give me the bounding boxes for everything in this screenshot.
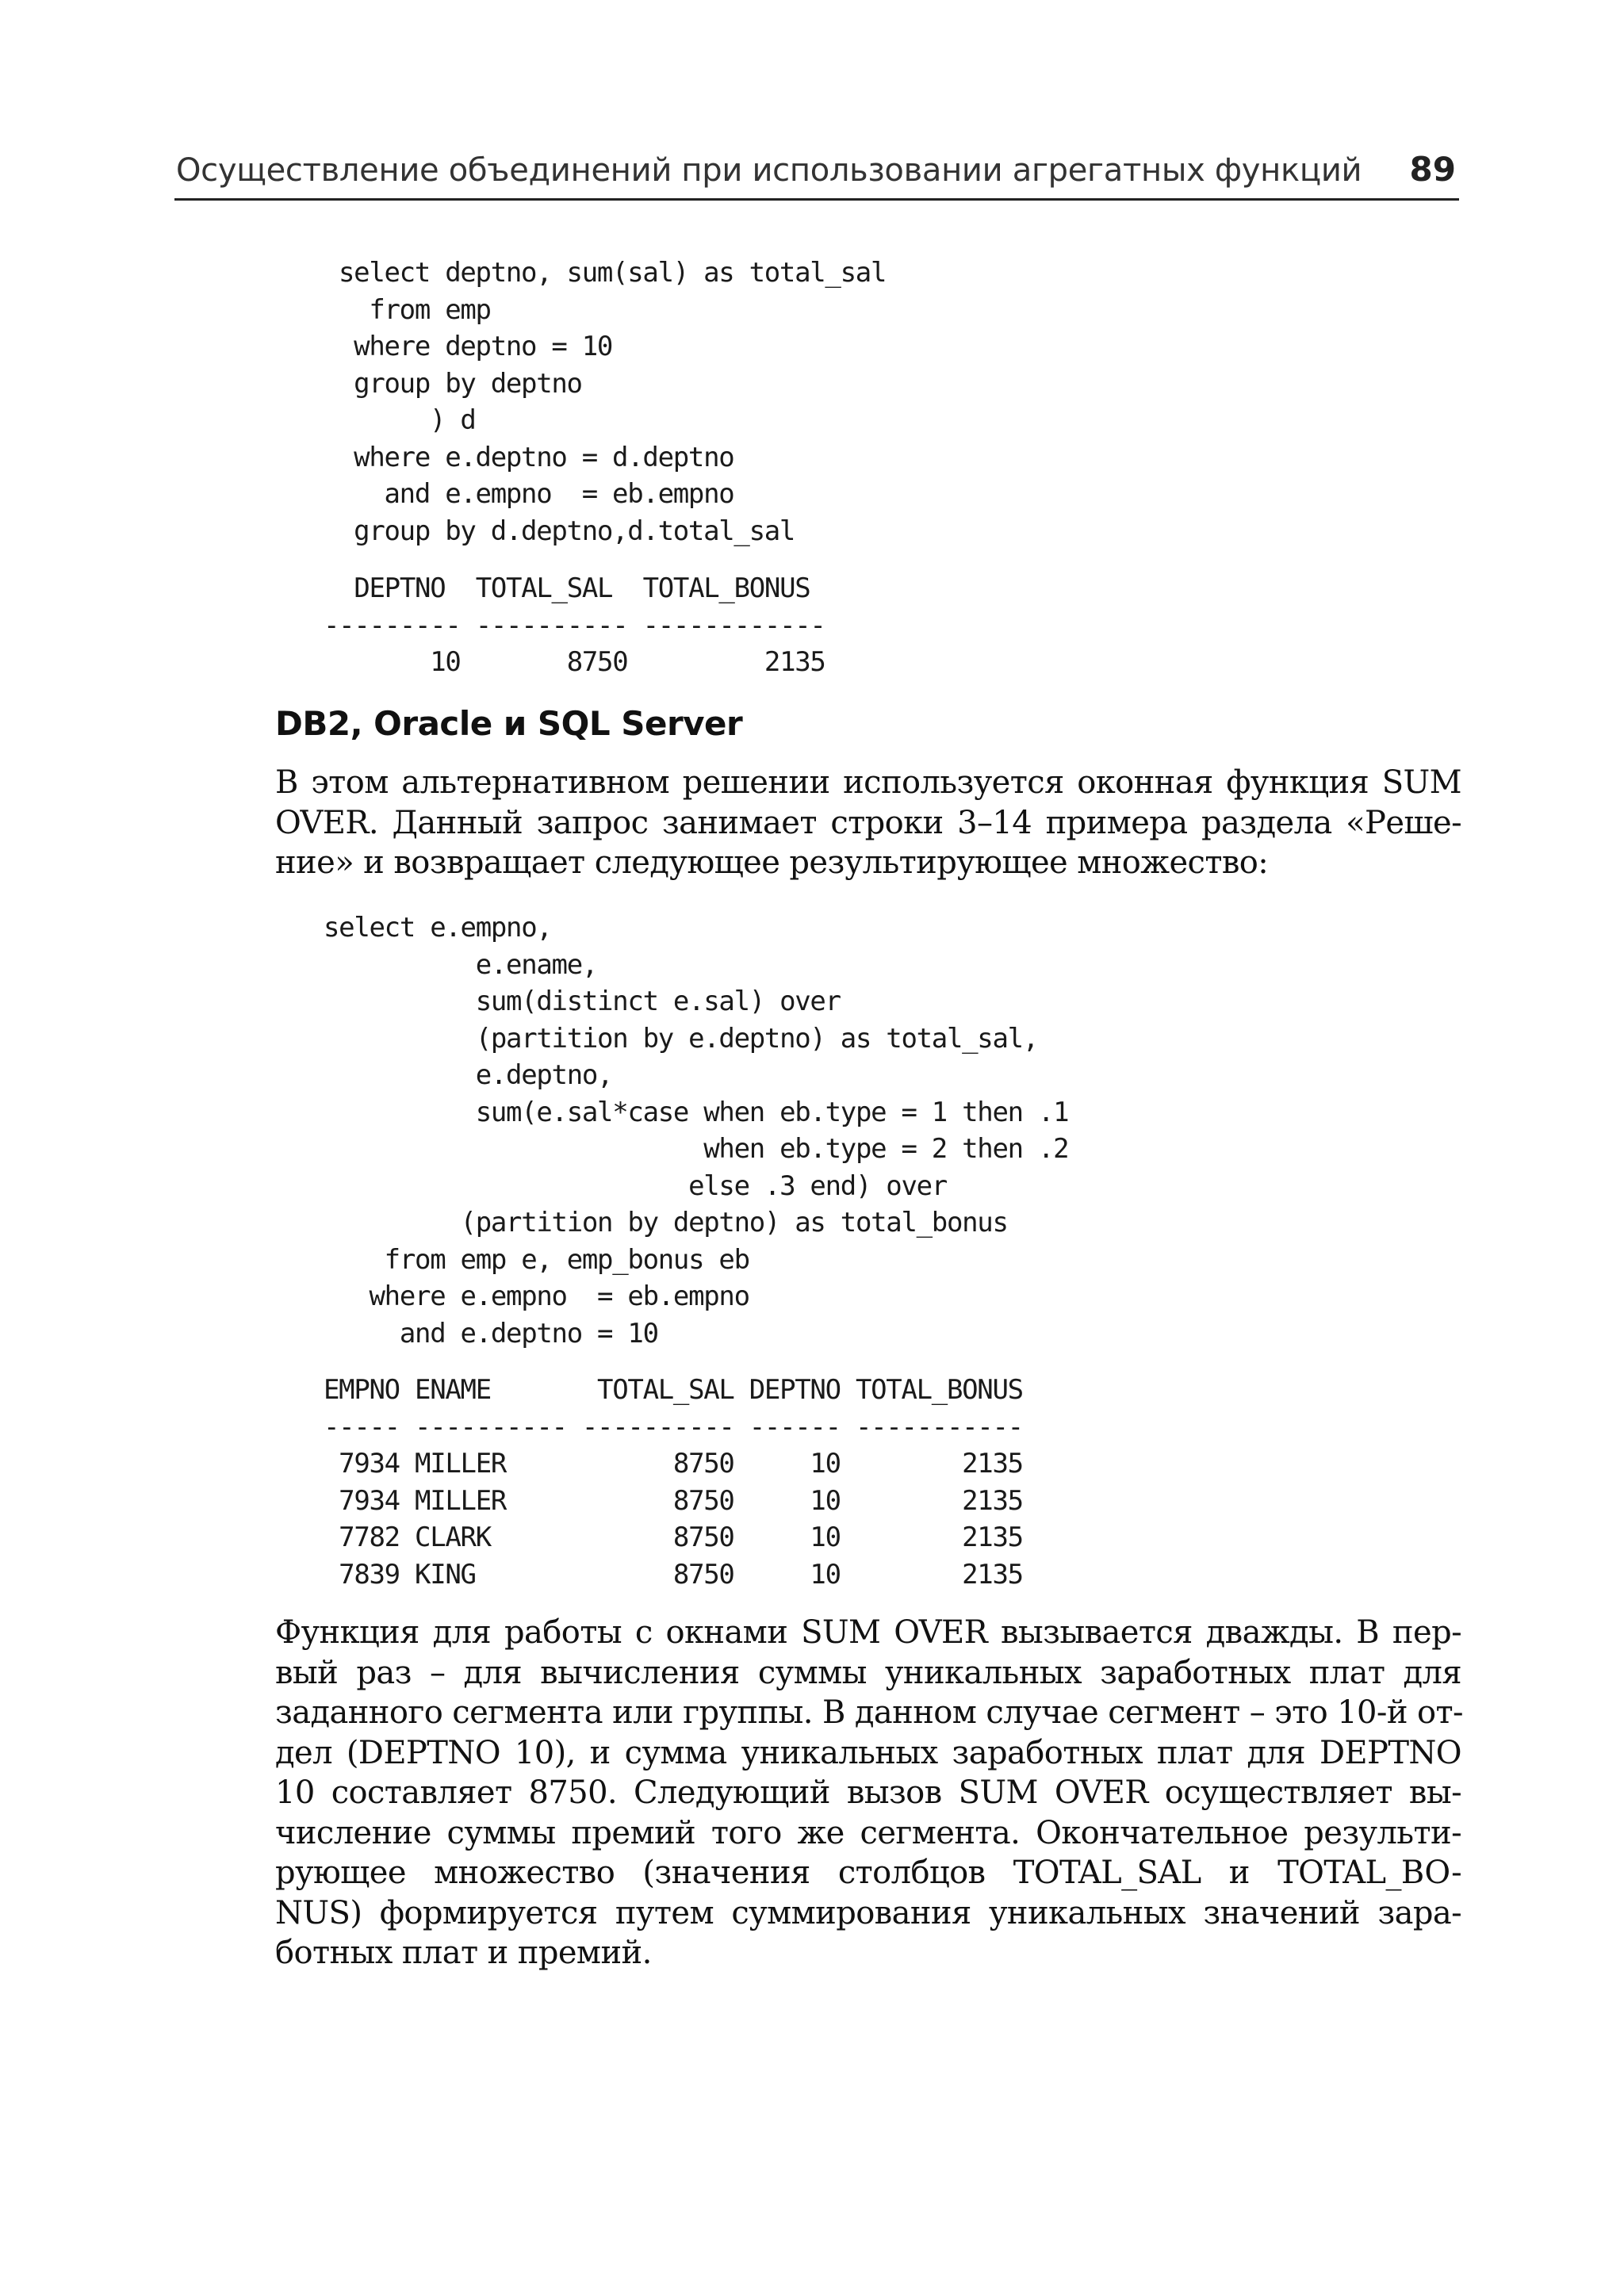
code-line: and e.empno = eb.empno: [339, 478, 734, 510]
result-header-row: DEPTNO TOTAL_SAL TOTAL_BONUS: [324, 572, 810, 604]
code-line: and e.deptno = 10: [324, 1317, 658, 1349]
code-line: when eb.type = 2 then .2: [324, 1133, 1069, 1165]
code-line: (partition by e.deptno) as total_sal,: [324, 1022, 1038, 1055]
code-line: sum(distinct e.sal) over: [324, 986, 841, 1017]
code-line: where e.deptno = d.deptno: [339, 441, 734, 473]
result-data-row: 10 8750 2135: [324, 646, 825, 678]
code-line: group by d.deptno,d.total_sal: [339, 515, 795, 547]
section-heading: DB2, Oracle и SQL Server: [275, 704, 743, 743]
result-data-row: 7934 MILLER 8750 10 2135: [324, 1448, 1023, 1480]
result-header-row: EMPNO ENAME TOTAL_SAL DEPTNO TOTAL_BONUS: [324, 1374, 1023, 1406]
paragraph-line: заданного сегмента или группы. В данном случае сегмент – это 10-й от-: [275, 1694, 1463, 1731]
paragraph-line: ние» и возвращает следующее результирующее множество:: [275, 844, 1269, 881]
code-line: where e.empno = eb.empno: [324, 1280, 749, 1312]
page-header: [174, 149, 1459, 201]
paragraph-line: ботных плат и премий.: [275, 1935, 652, 1971]
result-separator-row: ----- ---------- ---------- ------ -----------: [324, 1411, 1023, 1443]
code-line: from emp: [339, 293, 491, 326]
code-line: select e.empno,: [324, 912, 552, 944]
code-block-1: [339, 255, 886, 549]
paragraph-line: Функция для работы с окнами SUM OVER вызывается дважды. В пер-: [275, 1614, 1461, 1651]
code-block-2: [324, 909, 1068, 1352]
result-data-row: 7934 MILLER 8750 10 2135: [324, 1484, 1023, 1517]
paragraph-line: вый раз – для вычисления суммы уникальных заработных плат для: [275, 1654, 1461, 1691]
paragraph-line: рующее множество (значения столбцов TOTAL_SAL и TOTAL_BO-: [275, 1855, 1461, 1891]
paragraph-2: [275, 1613, 1461, 1973]
code-line: sum(e.sal*case when eb.type = 1 then .1: [324, 1096, 1069, 1128]
code-line: e.ename,: [324, 948, 598, 981]
page-number: 89: [1409, 150, 1456, 189]
paragraph-line: OVER. Данный запрос занимает строки 3–14 примера раздела «Реше-: [275, 804, 1461, 841]
code-line: where deptno = 10: [339, 331, 613, 362]
paragraph-1: [275, 763, 1461, 883]
code-line: e.deptno,: [324, 1059, 613, 1091]
paragraph-line: NUS) формируется путем суммирования уникальных значений зара-: [275, 1894, 1461, 1931]
result-data-row: 7782 CLARK 8750 10 2135: [324, 1522, 1023, 1553]
code-line: ) d: [339, 404, 476, 436]
paragraph-line: числение суммы премий того же сегмента. Окончательное результи-: [275, 1814, 1461, 1851]
code-line: select deptno, sum(sal) as total_sal: [339, 257, 887, 289]
result-table-1: [324, 570, 825, 681]
code-line: from emp e, emp_bonus eb: [324, 1243, 749, 1276]
running-title: Осуществление объединений при использовании агрегатных функций: [176, 152, 1362, 189]
code-line: else .3 end) over: [324, 1169, 947, 1202]
paragraph-line: В этом альтернативном решении используется оконная функция SUM: [275, 764, 1461, 801]
result-data-row: 7839 KING 8750 10 2135: [324, 1558, 1023, 1591]
result-separator-row: --------- ---------- ------------: [324, 609, 825, 641]
paragraph-line: дел (DEPTNO 10), и сумма уникальных заработных плат для DEPTNO: [275, 1734, 1461, 1771]
code-line: group by deptno: [339, 367, 582, 400]
code-line: (partition by deptno) as total_bonus: [324, 1207, 1008, 1238]
result-table-2: [324, 1372, 1023, 1593]
paragraph-line: 10 составляет 8750. Следующий вызов SUM OVER осуществляет вы-: [275, 1774, 1461, 1811]
